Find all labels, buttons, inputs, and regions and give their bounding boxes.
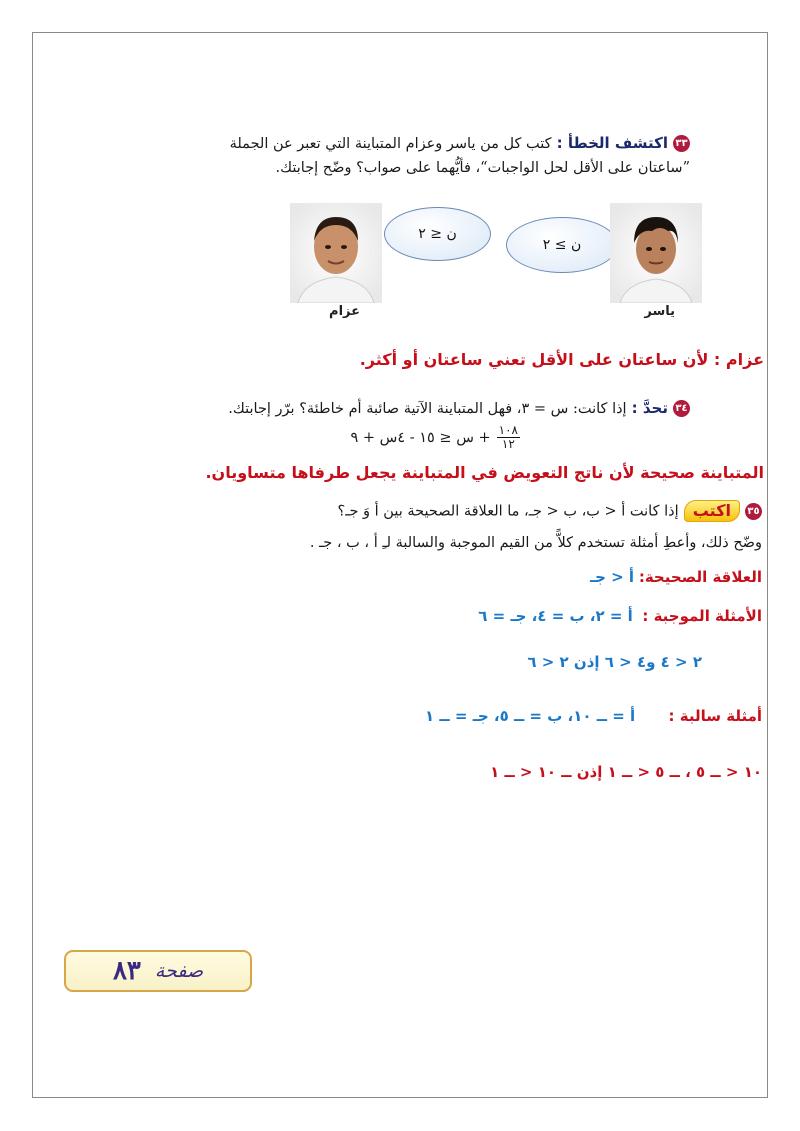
q34-number-badge: ٣٤ [673, 400, 690, 417]
azzam-bubble-text: ن ≤ ٢ [418, 226, 457, 242]
q35-negative-conclusion: ١٠ < ــ ٥ ، ــ ٥ < ــ ١ إذن ــ ١٠ < ــ ١ [490, 763, 762, 781]
q34-fraction-numerator: ١٠٨ [498, 423, 518, 437]
q35-number-badge: ٣٥ [745, 503, 762, 520]
q34-expression-rest: + س ≤ ١٥ - ٤س + ٩ [350, 429, 491, 446]
q35-line1 [338, 500, 762, 522]
q35-positive-conclusion: ٢ < ٤ و٤ < ٦ إذن ٢ < ٦ [527, 653, 702, 671]
q35-negative-value: أ = ــ ١٠، ب = ــ ٥، جـ = ــ ١ [425, 707, 636, 725]
q35-negative-label: أمثلة سالبة : [668, 707, 762, 725]
q35-text-line1: إذا كانت أ < ب، ب < جـ، ما العلاقة الصحيحة بين أ وَ جـ؟ [337, 503, 679, 520]
page-label: صفحة [154, 960, 204, 982]
q34-answer: المتباينة صحيحة لأن ناتج التعويض في المتباينة يجعل طرفاها متساويان. [205, 463, 764, 482]
q35-negative-examples [425, 707, 762, 725]
q34-expression [350, 424, 520, 451]
q33-line1 [230, 133, 690, 152]
azzam-speech-bubble [384, 207, 491, 261]
yasser-bubble-text: ن ≥ ٢ [542, 237, 582, 253]
q34-line1 [228, 398, 690, 417]
q33-text-line1: كتب كل من ياسر وعزام المتباينة التي تعبر عن الجملة [229, 136, 552, 152]
q33-number-badge: ٣٣ [673, 135, 690, 152]
q35-relation [590, 568, 762, 586]
q33-label: اكتشف الخطأ : [556, 134, 668, 152]
azzam-avatar [290, 203, 382, 303]
q34-fraction [497, 424, 520, 451]
q35-text-line2: وضّح ذلك، وأعطِ أمثلة تستخدم كلاًّ من القيم الموجبة والسالبة لـِ أ ، ب ، جـ . [309, 535, 762, 551]
page-number: ٨٣ [112, 956, 141, 986]
yasser-avatar [610, 203, 702, 303]
q35-positive-value: أ = ٢، ب = ٤، جـ = ٦ [478, 607, 633, 625]
page-frame [32, 32, 768, 1098]
q33-answer: عزام : لأن ساعتان على الأقل تعني ساعتان أو أكثر. [359, 350, 764, 369]
q33-text-line2: ”ساعتان على الأقل لحل الواجبات“، فأيُّهما على صواب؟ وضّح إجابتك. [275, 160, 690, 176]
azzam-name: عزام [329, 304, 360, 319]
q35-relation-value: أ < جـ [589, 568, 635, 586]
q35-label: اكتب [684, 500, 740, 522]
page-number-box [64, 950, 252, 992]
q34-fraction-denominator: ١٢ [501, 437, 515, 451]
q35-positive-examples [478, 607, 762, 625]
yasser-name: ياسر [644, 304, 675, 319]
q35-relation-label: العلاقة الصحيحة: [638, 568, 762, 586]
yasser-speech-bubble [506, 217, 618, 273]
q34-text-line1: إذا كانت: س = ٣، فهل المتباينة الآتية صائبة أم خاطئة؟ برّر إجابتك. [228, 401, 627, 417]
q34-label: تحدَّ : [631, 399, 668, 417]
q35-positive-label: الأمثلة الموجبة : [642, 607, 762, 625]
